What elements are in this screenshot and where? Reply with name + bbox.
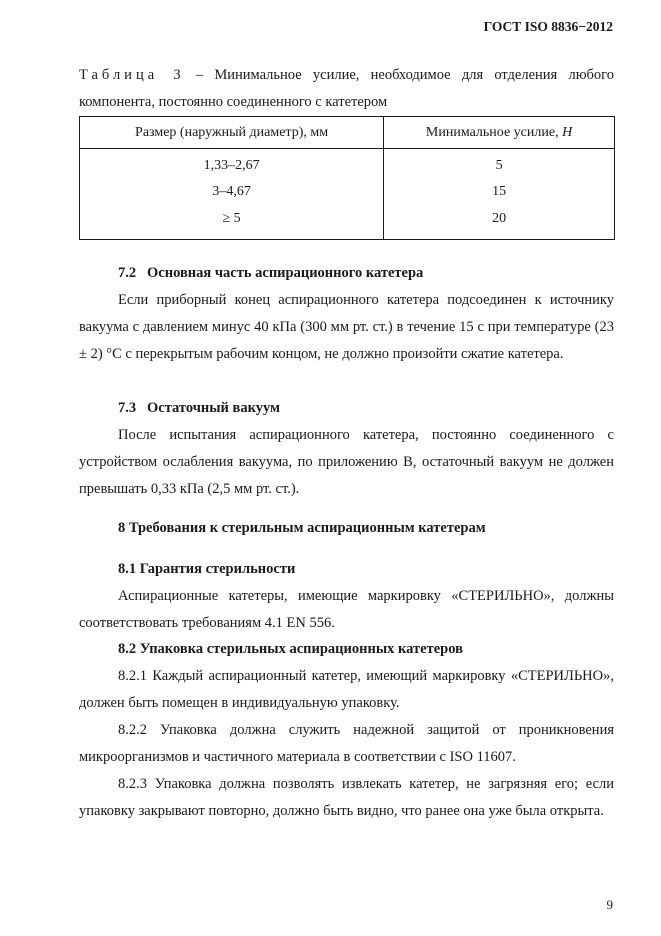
section-heading: 8.1 Гарантия стерильности <box>118 561 296 577</box>
section-heading: 8.2 Упаковка стерильных аспирационных катетеров <box>118 641 463 657</box>
paragraph: Аспирационные катетеры, имеющие маркировку «СТЕРИЛЬНО», должны соответствовать требованиям 4.1 EN 556. <box>79 588 614 631</box>
column-header-force <box>384 117 615 149</box>
column-header-force-label: Минимальное усилие, <box>425 124 563 140</box>
table-caption <box>79 62 614 116</box>
paragraph: 8.2.1 Каждый аспирационный катетер, имеющий маркировку «СТЕРИЛЬНО», должен быть помещен в индивидуальную упаковку. <box>79 668 614 711</box>
paragraph: После испытания аспирационного катетера, постоянно соединенного с устройством ослабления вакуума, по приложению В, остаточный вакуум не должен превышать 0,33 кПа (2,5 мм рт. ст.). <box>79 427 614 497</box>
force-unit: Н <box>562 124 573 140</box>
column-header-size: Размер (наружный диаметр), мм <box>80 117 384 149</box>
force-cell: 5 <box>384 149 615 178</box>
section-heading: 7.2 Основная часть аспирационного катетера <box>118 265 424 281</box>
section-heading: 8 Требования к стерильным аспирационным катетерам <box>118 520 486 536</box>
section-8-1 <box>79 556 614 637</box>
table-row <box>80 207 615 240</box>
standard-header: ГОСТ ISO 8836−2012 <box>483 19 613 34</box>
table-caption-text: – Минимальное усилие, необходимое для отделения любого компонента, постоянно соединенного с катетером <box>79 67 614 110</box>
section-8-heading-block <box>79 515 614 542</box>
force-cell: 20 <box>384 207 615 240</box>
section-7-2 <box>79 260 614 368</box>
section-heading: 7.3 Остаточный вакуум <box>118 400 280 416</box>
table-header-row <box>80 117 615 149</box>
paragraph: 8.2.3 Упаковка должна позволять извлекать катетер, не загрязняя его; если упаковку закрывают повторно, должно быть видно, что ранее она уже была открыта. <box>79 776 614 819</box>
force-table <box>79 116 615 240</box>
table-row <box>80 149 615 178</box>
section-7-3 <box>79 395 614 503</box>
size-cell: 3–4,67 <box>80 177 384 207</box>
size-cell: ≥ 5 <box>80 207 384 240</box>
section-8-2 <box>79 636 614 825</box>
paragraph: 8.2.2 Упаковка должна служить надежной защитой от проникновения микроорганизмов и частичного материала в соответствии с ISO 11607. <box>79 722 614 765</box>
paragraph: Если приборный конец аспирационного катетера подсоединен к источнику вакуума с давлением минус 40 кПа (300 мм рт. ст.) в течение 15 с при температуре (23 ± 2) °С с перекрытым рабочим концом, не должно произойти сжатие катетера. <box>79 292 614 362</box>
force-cell: 15 <box>384 177 615 207</box>
page-number: 9 <box>606 897 613 912</box>
size-cell: 1,33–2,67 <box>80 149 384 178</box>
table-caption-label: Таблица 3 <box>79 67 185 83</box>
table-row <box>80 177 615 207</box>
